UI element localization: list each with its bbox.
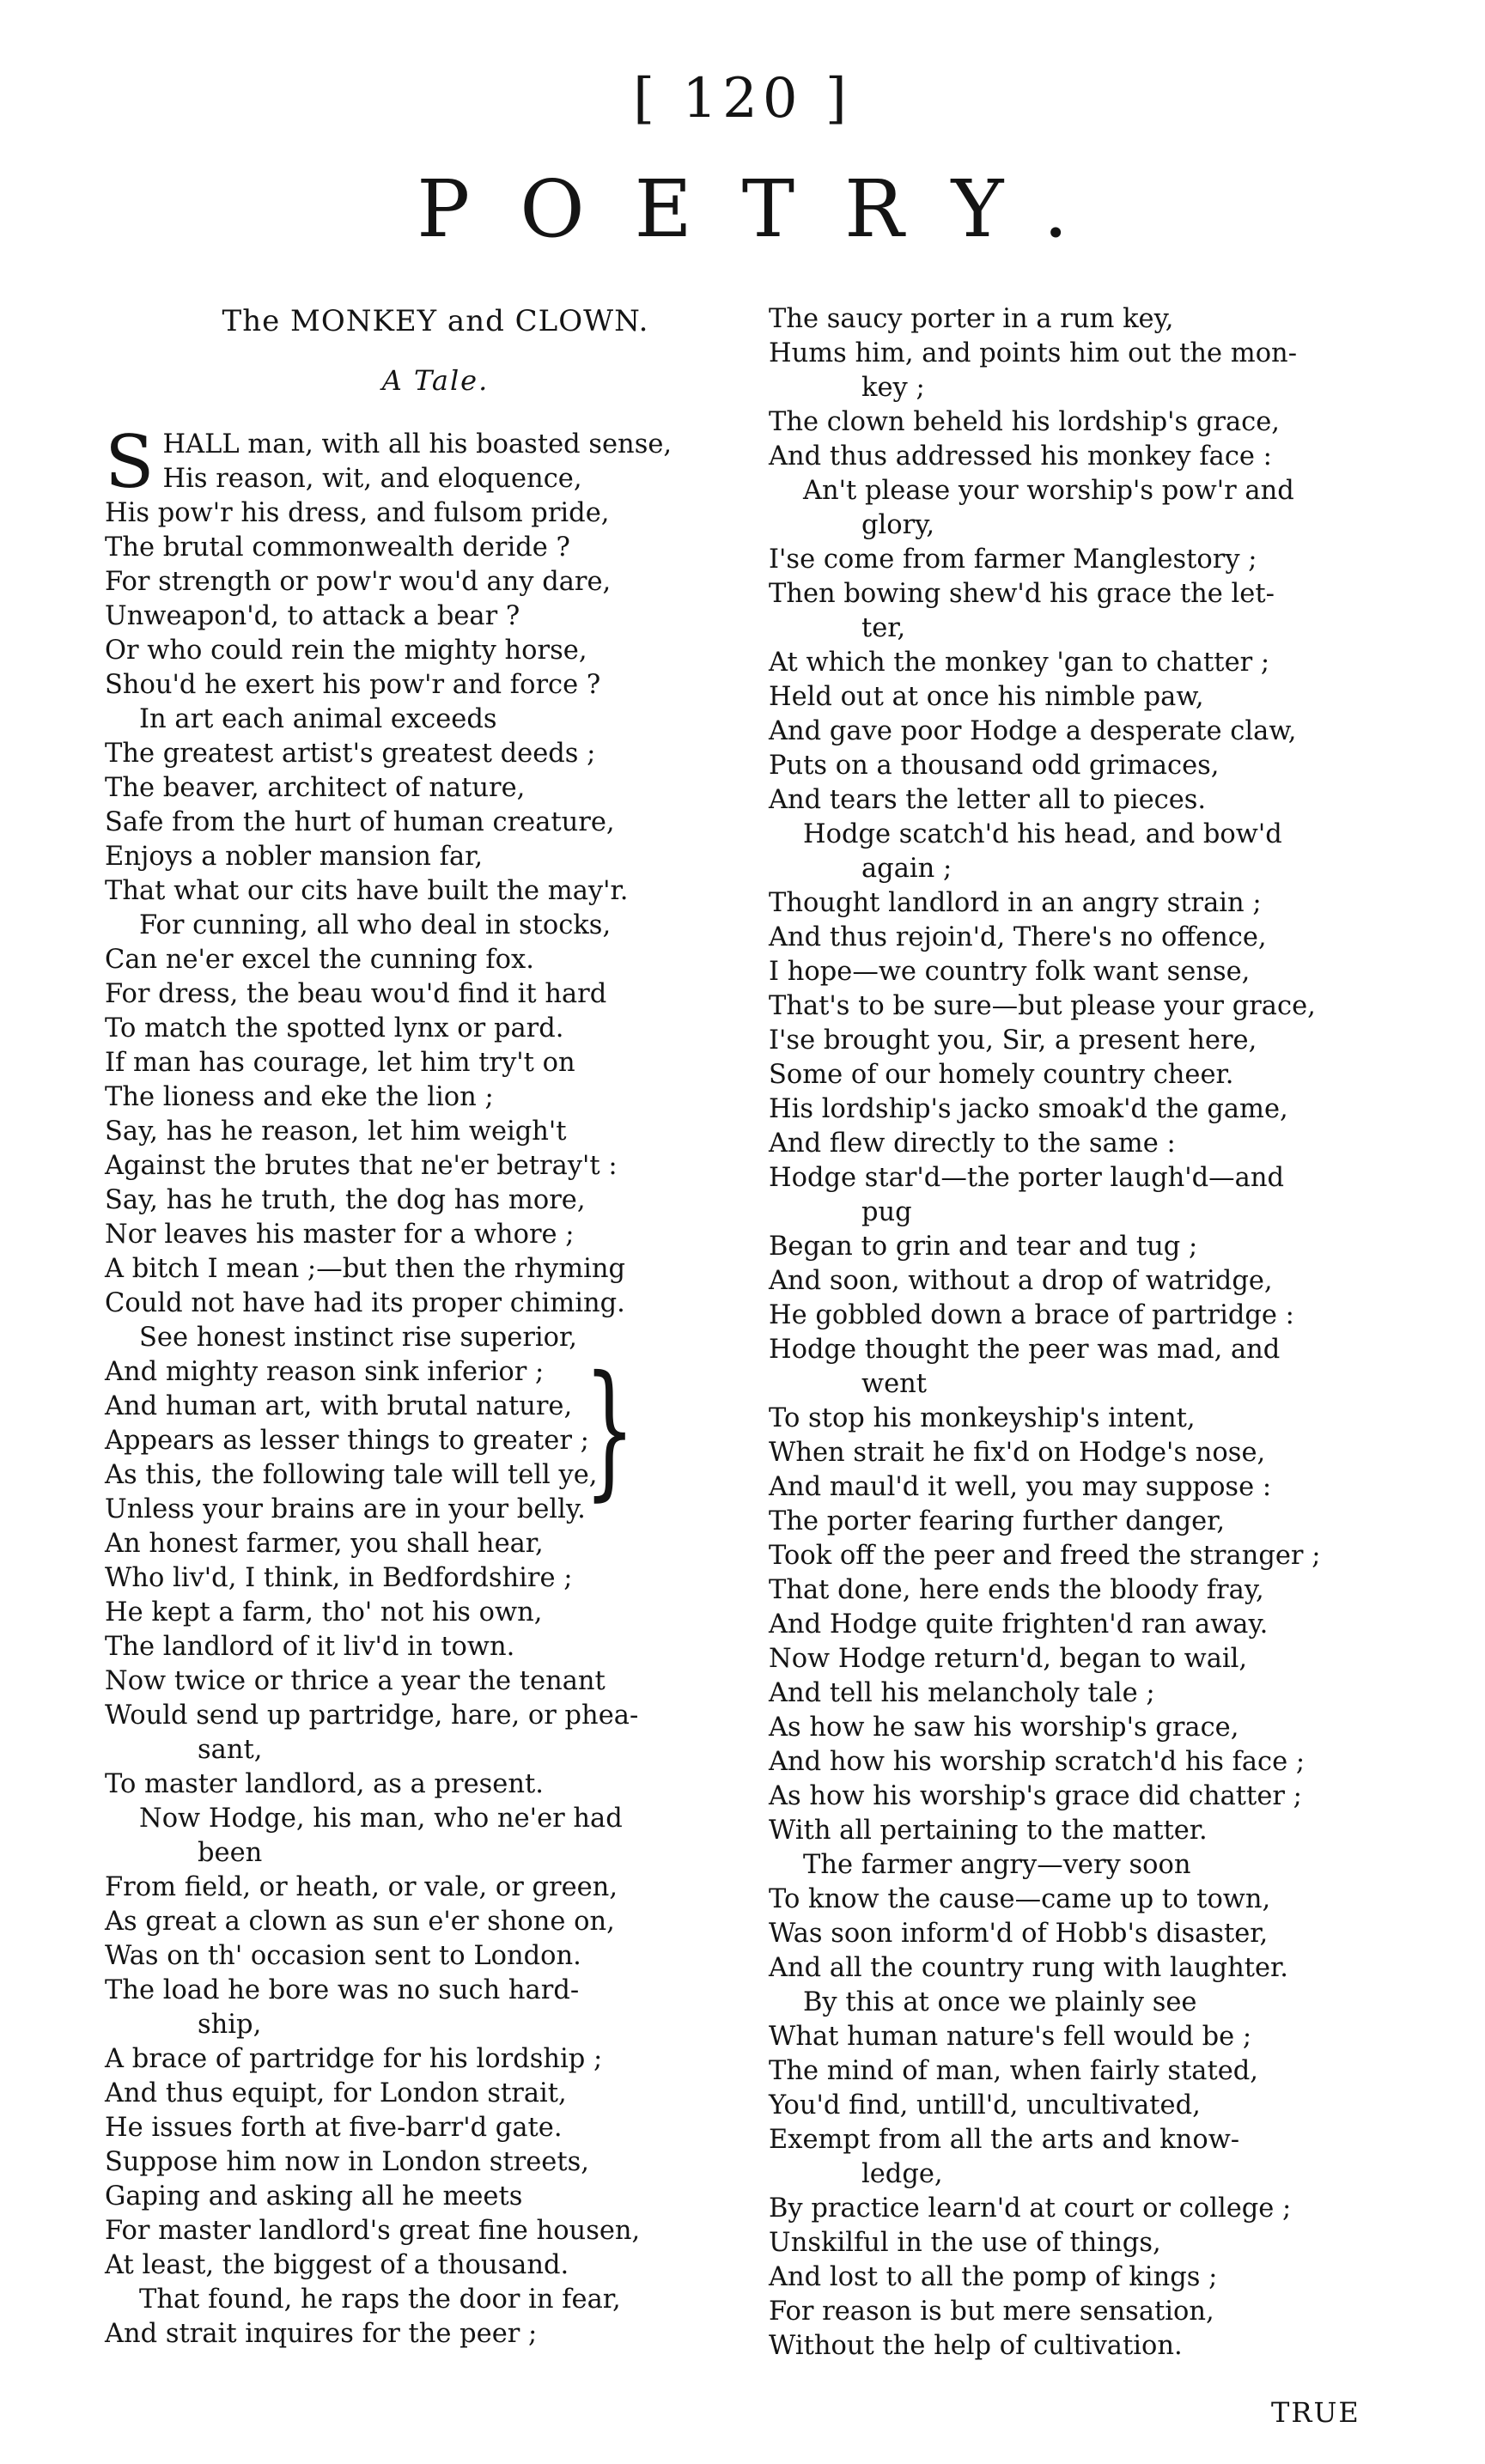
verse-line: Would send up partridge, hare, or phea-: [105, 1700, 639, 1731]
verse-line: Who liv'd, I think, in Bedfordshire ;: [105, 1563, 573, 1593]
verse-line: And tears the letter all to pieces.: [769, 785, 1207, 815]
verse-line: As how he saw his worship's grace,: [769, 1713, 1239, 1743]
left-verse-lines: [105, 462, 766, 2351]
verse-line: At least, the biggest of a thousand.: [105, 2250, 569, 2280]
verse-line: been: [198, 1838, 263, 1868]
verse-line: Or who could rein the mighty horse,: [105, 636, 587, 666]
verse-line: That's to be sure—but please your grace,: [769, 991, 1316, 1021]
verse-line: His reason, wit, and eloquence,: [162, 464, 582, 494]
verse-line: At which the monkey 'gan to chatter ;: [769, 648, 1270, 678]
verse-line: With all pertaining to the matter.: [769, 1816, 1208, 1846]
verse-line: And soon, without a drop of watridge,: [769, 1266, 1273, 1296]
verse-line: The clown beheld his lordship's grace,: [769, 407, 1281, 437]
section-title: POETRY.: [417, 163, 1118, 255]
verse-line: And tell his melancholy tale ;: [769, 1678, 1155, 1708]
verse-line: Unskilful in the use of things,: [769, 2228, 1161, 2258]
poem-title: The MONKEY and CLOWN.: [222, 304, 649, 338]
verse-line: I'se come from farmer Manglestory ;: [769, 545, 1257, 575]
verse-line: See honest instinct rise superior,: [139, 1323, 577, 1353]
verse-line: A brace of partridge for his lordship ;: [105, 2044, 603, 2074]
verse-line: Gaping and asking all he meets: [105, 2181, 523, 2212]
verse-line: The greatest artist's greatest deeds ;: [105, 739, 596, 769]
verse-line: Suppose him now in London streets,: [105, 2147, 589, 2177]
verse-line: ter,: [861, 613, 906, 643]
verse-line: His pow'r his dress, and fulsom pride,: [105, 498, 610, 528]
verse-line: By practice learn'd at court or college ;: [769, 2193, 1292, 2224]
poem-subtitle: A Tale.: [381, 364, 490, 397]
catchword: TRUE: [1271, 2396, 1360, 2429]
verse-line: Began to grin and tear and tug ;: [769, 1232, 1198, 1262]
drop-cap: S: [105, 420, 155, 504]
verse-line: Without the help of cultivation.: [769, 2331, 1183, 2361]
verse-line: The landlord of it liv'd in town.: [105, 1632, 515, 1662]
verse-line: He gobbled down a brace of partridge :: [769, 1300, 1294, 1330]
verse-line: Then bowing shew'd his grace the let-: [769, 579, 1275, 609]
verse-line: And human art, with brutal nature,: [105, 1391, 573, 1421]
verse-line: sant,: [198, 1735, 263, 1765]
verse-line: Enjoys a nobler mansion far,: [105, 842, 484, 872]
verse-line: What human nature's fell would be ;: [769, 2022, 1252, 2052]
verse-line: ledge,: [861, 2159, 943, 2189]
verse-line: Shou'd he exert his pow'r and force ?: [105, 670, 601, 700]
verse-line: An honest farmer, you shall hear,: [105, 1529, 544, 1559]
verse-line: Nor leaves his master for a whore ;: [105, 1220, 575, 1250]
verse-line: The load he bore was no such hard-: [105, 1975, 580, 2005]
verse-line: That found, he raps the door in fear,: [139, 2285, 621, 2315]
verse-line: And thus rejoin'd, There's no offence,: [769, 922, 1267, 952]
verse-line: To master landlord, as a present.: [105, 1769, 544, 1799]
verse-line: Now twice or thrice a year the tenant: [105, 1666, 606, 1696]
verse-line: That done, here ends the bloody fray,: [769, 1575, 1264, 1605]
verse-line: And how his worship scratch'd his face ;: [769, 1747, 1305, 1777]
verse-line: And Hodge quite frighten'd ran away.: [769, 1609, 1269, 1640]
verse-line: The farmer angry—very soon: [803, 1850, 1191, 1880]
verse-line: Say, has he truth, the dog has more,: [105, 1185, 586, 1215]
verse-line: Thought landlord in an angry strain ;: [769, 888, 1262, 918]
right-column: [769, 302, 1430, 2364]
verse-line: I'se brought you, Sir, a present here,: [769, 1025, 1257, 1056]
verse-line: The brutal commonwealth deride ?: [105, 532, 570, 563]
first-line-text: HALL man, with all his boasted sense,: [162, 429, 673, 459]
verse-line: The saucy porter in a rum key,: [769, 304, 1174, 334]
verse-line: Some of our homely country cheer.: [769, 1060, 1234, 1090]
verse-line: key ;: [861, 373, 925, 403]
verse-line: Unless your brains are in your belly.: [105, 1494, 586, 1524]
verse-line: Puts on a thousand odd grimaces,: [769, 751, 1220, 781]
verse-line: And flew directly to the same :: [769, 1129, 1176, 1159]
verse-line: The lioness and eke the lion ;: [105, 1082, 494, 1112]
right-verse-lines: [769, 302, 1430, 2364]
verse-line: Say, has he reason, let him weigh't: [105, 1116, 567, 1147]
verse-line: That what our cits have built the may'r.: [105, 876, 629, 906]
verse-line: By this at once we plainly see: [803, 1987, 1197, 2017]
verse-line: In art each animal exceeds: [139, 704, 497, 734]
verse-line: ship,: [198, 2010, 262, 2040]
verse-line: As great a clown as sun e'er shone on,: [105, 1907, 615, 1937]
verse-line: glory,: [861, 510, 935, 540]
verse-line: You'd find, untill'd, uncultivated,: [769, 2090, 1201, 2120]
verse-line: The mind of man, when fairly stated,: [769, 2056, 1258, 2086]
verse-line: again ;: [861, 854, 952, 884]
verse-line: Hodge star'd—the porter laugh'd—and: [769, 1163, 1285, 1193]
verse-line: Now Hodge return'd, began to wail,: [769, 1644, 1248, 1674]
verse-line: And mighty reason sink inferior ;: [105, 1357, 545, 1387]
verse-line: To match the spotted lynx or pard.: [105, 1013, 564, 1043]
verse-line: Unweapon'd, to attack a bear ?: [105, 601, 520, 631]
verse-line: Could not have had its proper chiming.: [105, 1288, 625, 1318]
verse-line: Against the brutes that ne'er betray't :: [105, 1151, 618, 1181]
verse-line: The porter fearing further danger,: [769, 1506, 1226, 1536]
verse-line: From field, or heath, or vale, or green,: [105, 1872, 618, 1902]
verse-line: Now Hodge, his man, who ne'er had: [139, 1804, 623, 1834]
page-number: [ 120 ]: [633, 67, 852, 131]
verse-line: A bitch I mean ;—but then the rhyming: [105, 1254, 626, 1284]
verse-line: pug: [861, 1197, 912, 1227]
verse-line: Took off the peer and freed the stranger ;: [769, 1541, 1321, 1571]
verse-line: He issues forth at five-barr'd gate.: [105, 2113, 563, 2143]
verse-line: And thus equipt, for London strait,: [105, 2078, 567, 2108]
verse-line: For strength or pow'r wou'd any dare,: [105, 567, 612, 597]
verse-line: Was soon inform'd of Hobb's disaster,: [769, 1919, 1269, 1949]
verse-line: An't please your worship's pow'r and: [803, 476, 1294, 506]
verse-line: Held out at once his nimble paw,: [769, 682, 1204, 712]
verse-line: And all the country rung with laughter.: [769, 1953, 1288, 1983]
verse-line: He kept a farm, tho' not his own,: [105, 1597, 543, 1627]
verse-line: For reason is but mere sensation,: [769, 2297, 1214, 2327]
verse-line: I hope—we country folk want sense,: [769, 957, 1251, 987]
verse-line: And maul'd it well, you may suppose :: [769, 1472, 1272, 1502]
verse-line: Can ne'er excel the cunning fox.: [105, 945, 534, 975]
verse-line: For master landlord's great fine housen,: [105, 2216, 641, 2246]
verse-line: The beaver, architect of nature,: [105, 773, 526, 803]
verse-line: For dress, the beau wou'd find it hard: [105, 979, 607, 1009]
bracket-brace: }: [584, 1345, 636, 1515]
verse-line: Exempt from all the arts and know-: [769, 2125, 1240, 2155]
verse-line: To know the cause—came up to town,: [769, 1884, 1271, 1914]
verse-line: went: [861, 1369, 928, 1399]
verse-line: As this, the following tale will tell ye,: [105, 1460, 598, 1490]
verse-line: As how his worship's grace did chatter ;: [769, 1781, 1302, 1811]
verse-line: For cunning, all who deal in stocks,: [139, 910, 612, 940]
verse-line: And lost to all the pomp of kings ;: [769, 2262, 1218, 2292]
verse-line: Safe from the hurt of human creature,: [105, 807, 615, 837]
verse-line: Appears as lesser things to greater ;: [105, 1426, 589, 1456]
verse-line: And thus addressed his monkey face :: [769, 441, 1272, 472]
verse-line: If man has courage, let him try't on: [105, 1048, 575, 1078]
verse-line: Was on th' occasion sent to London.: [105, 1941, 581, 1971]
verse-line: To stop his monkeyship's intent,: [769, 1403, 1196, 1433]
verse-line: And gave poor Hodge a desperate claw,: [769, 716, 1297, 746]
left-column: [105, 302, 766, 2351]
verse-line: Hodge scatch'd his head, and bow'd: [803, 819, 1282, 849]
verse-line: And strait inquires for the peer ;: [105, 2319, 538, 2349]
verse-line: Hums him, and points him out the mon-: [769, 338, 1298, 368]
verse-line: His lordship's jacko smoak'd the game,: [769, 1094, 1288, 1124]
verse-line: Hodge thought the peer was mad, and: [769, 1335, 1281, 1365]
verse-line: When strait he fix'd on Hodge's nose,: [769, 1438, 1266, 1468]
